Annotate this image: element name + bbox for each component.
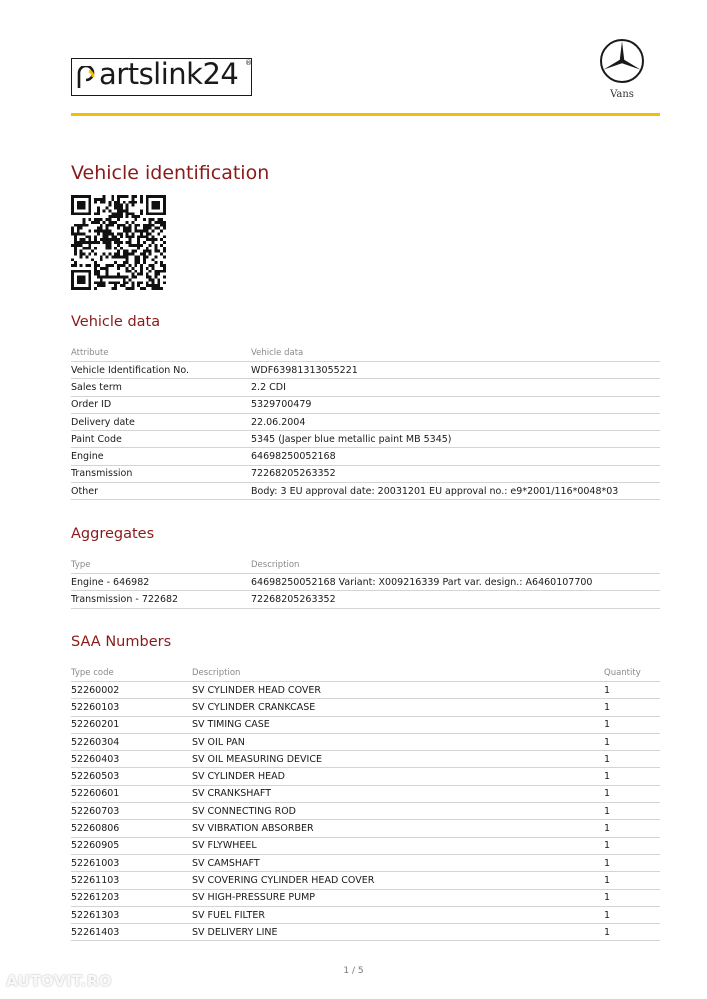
table-row — [71, 872, 660, 889]
value-cell: 22.06.2004 — [251, 413, 660, 430]
table-row — [71, 837, 660, 854]
aggregates-table — [71, 557, 660, 609]
logo-p-icon — [75, 66, 99, 90]
value-cell: 5345 (Jasper blue metallic paint MB 5345) — [251, 431, 660, 448]
quantity-cell: 1 — [604, 682, 660, 699]
type-code-cell: 52260103 — [71, 699, 192, 716]
quantity-cell: 1 — [604, 699, 660, 716]
table-row — [71, 820, 660, 837]
table-row — [71, 465, 660, 482]
aggregates-title: Aggregates — [71, 526, 155, 542]
description-cell: SV CRANKSHAFT — [192, 785, 604, 802]
page-title: Vehicle identification — [71, 162, 270, 184]
quantity-cell: 1 — [604, 820, 660, 837]
description-cell: SV CYLINDER CRANKCASE — [192, 699, 604, 716]
description-cell: 64698250052168 Variant: X009216339 Part var. design.: A6460107700 — [251, 574, 660, 591]
table-row — [71, 906, 660, 923]
attribute-cell: Engine — [71, 448, 251, 465]
description-cell: SV CYLINDER HEAD — [192, 768, 604, 785]
quantity-cell: 1 — [604, 803, 660, 820]
description-cell: SV OIL MEASURING DEVICE — [192, 751, 604, 768]
attribute-cell: Other — [71, 483, 251, 500]
table-row — [71, 682, 660, 699]
type-cell: Engine - 646982 — [71, 574, 251, 591]
attribute-cell: Transmission — [71, 465, 251, 482]
type-code-cell: 52261403 — [71, 924, 192, 941]
type-code-cell: 52261303 — [71, 906, 192, 923]
value-cell: 5329700479 — [251, 396, 660, 413]
column-header: Quantity — [604, 665, 660, 682]
table-header-row — [71, 557, 660, 574]
description-cell: SV FLYWHEEL — [192, 837, 604, 854]
table-row — [71, 733, 660, 750]
type-code-cell: 52260304 — [71, 733, 192, 750]
quantity-cell: 1 — [604, 906, 660, 923]
quantity-cell: 1 — [604, 837, 660, 854]
value-cell: 64698250052168 — [251, 448, 660, 465]
quantity-cell: 1 — [604, 716, 660, 733]
description-cell: SV CONNECTING ROD — [192, 803, 604, 820]
table-row — [71, 448, 660, 465]
column-header: Attribute — [71, 345, 251, 362]
table-row — [71, 924, 660, 941]
table-row — [71, 854, 660, 871]
quantity-cell: 1 — [604, 733, 660, 750]
table-row — [71, 483, 660, 500]
page-header — [71, 38, 660, 116]
table-row — [71, 431, 660, 448]
table-row — [71, 716, 660, 733]
saa-numbers-title: SAA Numbers — [71, 634, 172, 650]
column-header: Vehicle data — [251, 345, 660, 362]
page-number: 1 / 5 — [343, 966, 364, 976]
attribute-cell: Vehicle Identification No. — [71, 362, 251, 379]
quantity-cell: 1 — [604, 785, 660, 802]
value-cell: WDF63981313055221 — [251, 362, 660, 379]
attribute-cell: Sales term — [71, 379, 251, 396]
value-cell: 2.2 CDI — [251, 379, 660, 396]
description-cell: SV CYLINDER HEAD COVER — [192, 682, 604, 699]
watermark: AUTOVIT.RO — [6, 972, 113, 990]
attribute-cell: Paint Code — [71, 431, 251, 448]
type-code-cell: 52261003 — [71, 854, 192, 871]
table-header-row — [71, 345, 660, 362]
quantity-cell: 1 — [604, 872, 660, 889]
description-cell: SV DELIVERY LINE — [192, 924, 604, 941]
type-code-cell: 52260601 — [71, 785, 192, 802]
table-row — [71, 768, 660, 785]
qr-code — [71, 195, 166, 290]
description-cell: SV FUEL FILTER — [192, 906, 604, 923]
table-row — [71, 362, 660, 379]
table-row — [71, 591, 660, 608]
type-code-cell: 52261203 — [71, 889, 192, 906]
type-code-cell: 52261103 — [71, 872, 192, 889]
attribute-cell: Delivery date — [71, 413, 251, 430]
table-row — [71, 803, 660, 820]
logo-registered-mark: ® — [245, 59, 252, 67]
header-rule — [71, 113, 660, 116]
type-code-cell: 52260806 — [71, 820, 192, 837]
mercedes-star-icon — [599, 38, 645, 84]
description-cell: SV VIBRATION ABSORBER — [192, 820, 604, 837]
description-cell: SV COVERING CYLINDER HEAD COVER — [192, 872, 604, 889]
description-cell: SV CAMSHAFT — [192, 854, 604, 871]
table-row — [71, 396, 660, 413]
description-cell: SV OIL PAN — [192, 733, 604, 750]
quantity-cell: 1 — [604, 924, 660, 941]
type-code-cell: 52260905 — [71, 837, 192, 854]
type-code-cell: 52260002 — [71, 682, 192, 699]
partslink24-logo — [71, 58, 252, 96]
table-row — [71, 413, 660, 430]
vehicle-data-table — [71, 345, 660, 500]
column-header: Type code — [71, 665, 192, 682]
column-header: Type — [71, 557, 251, 574]
table-row — [71, 379, 660, 396]
value-cell: Body: 3 EU approval date: 20031201 EU approval no.: e9*2001/116*0048*03 — [251, 483, 660, 500]
mercedes-brand — [598, 38, 646, 100]
type-cell: Transmission - 722682 — [71, 591, 251, 608]
table-row — [71, 889, 660, 906]
description-cell: SV TIMING CASE — [192, 716, 604, 733]
type-code-cell: 52260503 — [71, 768, 192, 785]
type-code-cell: 52260703 — [71, 803, 192, 820]
table-header-row — [71, 665, 660, 682]
table-row — [71, 574, 660, 591]
logo-text: artslink24 — [99, 57, 239, 91]
value-cell: 72268205263352 — [251, 465, 660, 482]
attribute-cell: Order ID — [71, 396, 251, 413]
quantity-cell: 1 — [604, 889, 660, 906]
column-header: Description — [192, 665, 604, 682]
type-code-cell: 52260201 — [71, 716, 192, 733]
table-row — [71, 699, 660, 716]
quantity-cell: 1 — [604, 854, 660, 871]
description-cell: 72268205263352 — [251, 591, 660, 608]
saa-numbers-table — [71, 665, 660, 941]
table-row — [71, 751, 660, 768]
brand-label: Vans — [610, 89, 634, 100]
description-cell: SV HIGH-PRESSURE PUMP — [192, 889, 604, 906]
quantity-cell: 1 — [604, 768, 660, 785]
column-header: Description — [251, 557, 660, 574]
quantity-cell: 1 — [604, 751, 660, 768]
vehicle-data-title: Vehicle data — [71, 314, 161, 330]
table-row — [71, 785, 660, 802]
type-code-cell: 52260403 — [71, 751, 192, 768]
